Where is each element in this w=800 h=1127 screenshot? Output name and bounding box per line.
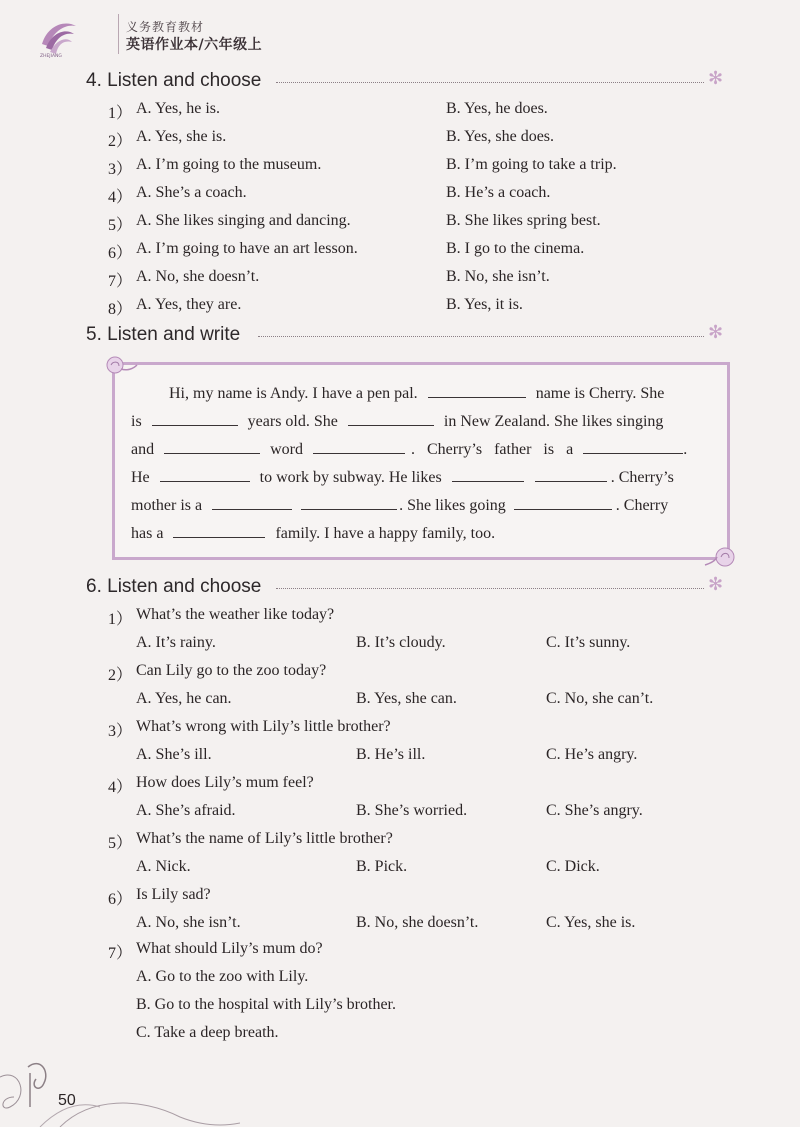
swirl-decoration-icon (0, 1037, 240, 1127)
option-a[interactable]: A. She’s a coach. (136, 184, 247, 201)
option-c[interactable]: C. It’s sunny. (546, 634, 631, 651)
option-c[interactable]: C. No, she can’t. (546, 690, 654, 707)
option-a[interactable]: A. Yes, they are. (136, 296, 242, 313)
answer-blank[interactable] (514, 495, 612, 510)
answer-blank[interactable] (164, 439, 260, 454)
item-number: 8） (108, 301, 133, 318)
answer-blank[interactable] (452, 467, 524, 482)
section-5-heading (86, 324, 800, 348)
item-number: 2） (108, 133, 133, 150)
option-a[interactable]: A. I’m going to have an art lesson. (136, 240, 358, 257)
question-7-number: 7） (108, 945, 133, 962)
passage-line-2 (131, 411, 663, 431)
option-a[interactable]: A. No, she doesn’t. (136, 268, 260, 285)
item-number: 5） (108, 217, 133, 234)
option-c[interactable]: C. Yes, she is. (546, 914, 636, 931)
option-c[interactable]: C. Take a deep breath. (136, 1024, 279, 1041)
option-b[interactable]: B. She’s worried. (356, 802, 468, 819)
option-a[interactable]: A. Yes, he can. (136, 690, 232, 707)
section-4-title: 4. Listen and choose (86, 70, 262, 91)
passage-line-6 (131, 523, 495, 543)
question-text: What’s wrong with Lily’s little brother? (136, 718, 391, 735)
option-a[interactable]: A. She likes singing and dancing. (136, 212, 351, 229)
option-a[interactable]: A. Yes, he is. (136, 100, 221, 117)
question-number: 1） (108, 611, 133, 628)
passage-text: . Cherry’s father is a (411, 441, 574, 458)
passage-text: . Cherry (615, 497, 669, 514)
option-b[interactable]: B. Yes, she does. (446, 128, 555, 145)
answer-blank[interactable] (160, 467, 250, 482)
option-b[interactable]: B. No, she doesn’t. (356, 914, 479, 931)
option-b[interactable]: B. She likes spring best. (446, 212, 601, 229)
passage-text: is (131, 413, 142, 430)
question-text: What’s the name of Lily’s little brother? (136, 830, 393, 847)
option-b[interactable]: B. Yes, he does. (446, 100, 548, 117)
answer-blank[interactable] (212, 495, 292, 510)
question-number: 2） (108, 667, 133, 684)
page-number: 50 (58, 1092, 76, 1109)
option-b[interactable]: B. He’s a coach. (446, 184, 551, 201)
question-number: 6） (108, 891, 133, 908)
rose-icon (101, 353, 141, 383)
option-a[interactable]: A. Go to the zoo with Lily. (136, 968, 309, 985)
passage-text: name is Cherry. She (535, 385, 665, 402)
question-text: How does Lily’s mum feel? (136, 774, 314, 791)
question-number: 5） (108, 835, 133, 852)
answer-blank[interactable] (428, 383, 526, 398)
flower-icon: ✻ (708, 322, 724, 343)
flower-icon: ✻ (708, 574, 724, 595)
option-c[interactable]: C. She’s angry. (546, 802, 643, 819)
answer-blank[interactable] (535, 467, 607, 482)
option-a[interactable]: A. I’m going to the museum. (136, 156, 322, 173)
passage-text: He (131, 469, 150, 486)
book-title: 英语作业本/六年级上 (126, 37, 263, 53)
passage-line-5 (131, 495, 668, 515)
option-b[interactable]: B. He’s ill. (356, 746, 426, 763)
svg-text:ZHEJIANG: ZHEJIANG (40, 54, 62, 58)
passage-line-3 (131, 439, 687, 459)
passage-text: has a (131, 525, 164, 542)
option-a[interactable]: A. Nick. (136, 858, 191, 875)
option-a[interactable]: A. Yes, she is. (136, 128, 227, 145)
passage-text: years old. She (247, 413, 338, 430)
publisher-logo (36, 14, 80, 58)
option-b[interactable]: B. Yes, it is. (446, 296, 523, 313)
header-divider (118, 14, 119, 54)
dotted-rule (276, 82, 704, 83)
passage-text: word (270, 441, 303, 458)
flower-icon: ✻ (708, 68, 724, 89)
passage-text: in New Zealand. She likes singing (443, 413, 664, 430)
item-number: 4） (108, 189, 133, 206)
answer-blank[interactable] (583, 439, 683, 454)
series-title: 义务教育教材 (126, 20, 205, 34)
option-a[interactable]: A. She’s afraid. (136, 802, 236, 819)
option-b[interactable]: B. Go to the hospital with Lily’s brother. (136, 996, 396, 1013)
rose-icon (701, 537, 741, 571)
option-a[interactable]: A. She’s ill. (136, 746, 212, 763)
passage-text: mother is a (131, 497, 203, 514)
question-text: Is Lily sad? (136, 886, 211, 903)
question-text: What’s the weather like today? (136, 606, 335, 623)
passage-text: to work by subway. He likes (259, 469, 442, 486)
question-7-text: What should Lily’s mum do? (136, 940, 323, 957)
passage-line-4 (131, 467, 674, 487)
option-b[interactable]: B. Yes, she can. (356, 690, 457, 707)
answer-blank[interactable] (173, 523, 265, 538)
option-c[interactable]: C. Dick. (546, 858, 600, 875)
option-a[interactable]: A. It’s rainy. (136, 634, 216, 651)
passage-text: and (131, 441, 155, 458)
dotted-rule (276, 588, 704, 589)
option-b[interactable]: B. It’s cloudy. (356, 634, 446, 651)
passage-text: . She likes going (399, 497, 506, 514)
answer-blank[interactable] (152, 411, 238, 426)
cloze-passage-box (112, 362, 730, 560)
item-number: 1） (108, 105, 133, 122)
option-a[interactable]: A. No, she isn’t. (136, 914, 241, 931)
option-b[interactable]: B. I’m going to take a trip. (446, 156, 617, 173)
section-6-title: 6. Listen and choose (86, 576, 262, 597)
answer-blank[interactable] (301, 495, 397, 510)
option-c[interactable]: C. He’s angry. (546, 746, 638, 763)
item-number: 7） (108, 273, 133, 290)
answer-blank[interactable] (313, 439, 405, 454)
section-5-title: 5. Listen and write (86, 324, 241, 345)
option-b[interactable]: B. Pick. (356, 858, 408, 875)
passage-text: . Cherry’s (610, 469, 674, 486)
question-number: 4） (108, 779, 133, 796)
section-4-heading (86, 70, 800, 94)
section-6-heading (86, 576, 800, 600)
option-b[interactable]: B. I go to the cinema. (446, 240, 585, 257)
item-number: 6） (108, 245, 133, 262)
answer-blank[interactable] (348, 411, 434, 426)
dotted-rule (258, 336, 704, 337)
passage-text: Hi, my name is Andy. I have a pen pal. (169, 385, 418, 402)
question-text: Can Lily go to the zoo today? (136, 662, 327, 679)
passage-text: family. I have a happy family, too. (275, 525, 496, 542)
option-b[interactable]: B. No, she isn’t. (446, 268, 550, 285)
page-header (36, 14, 336, 60)
item-number: 3） (108, 161, 133, 178)
passage-line-1 (169, 383, 664, 403)
question-number: 3） (108, 723, 133, 740)
passage-text: . (683, 441, 688, 458)
